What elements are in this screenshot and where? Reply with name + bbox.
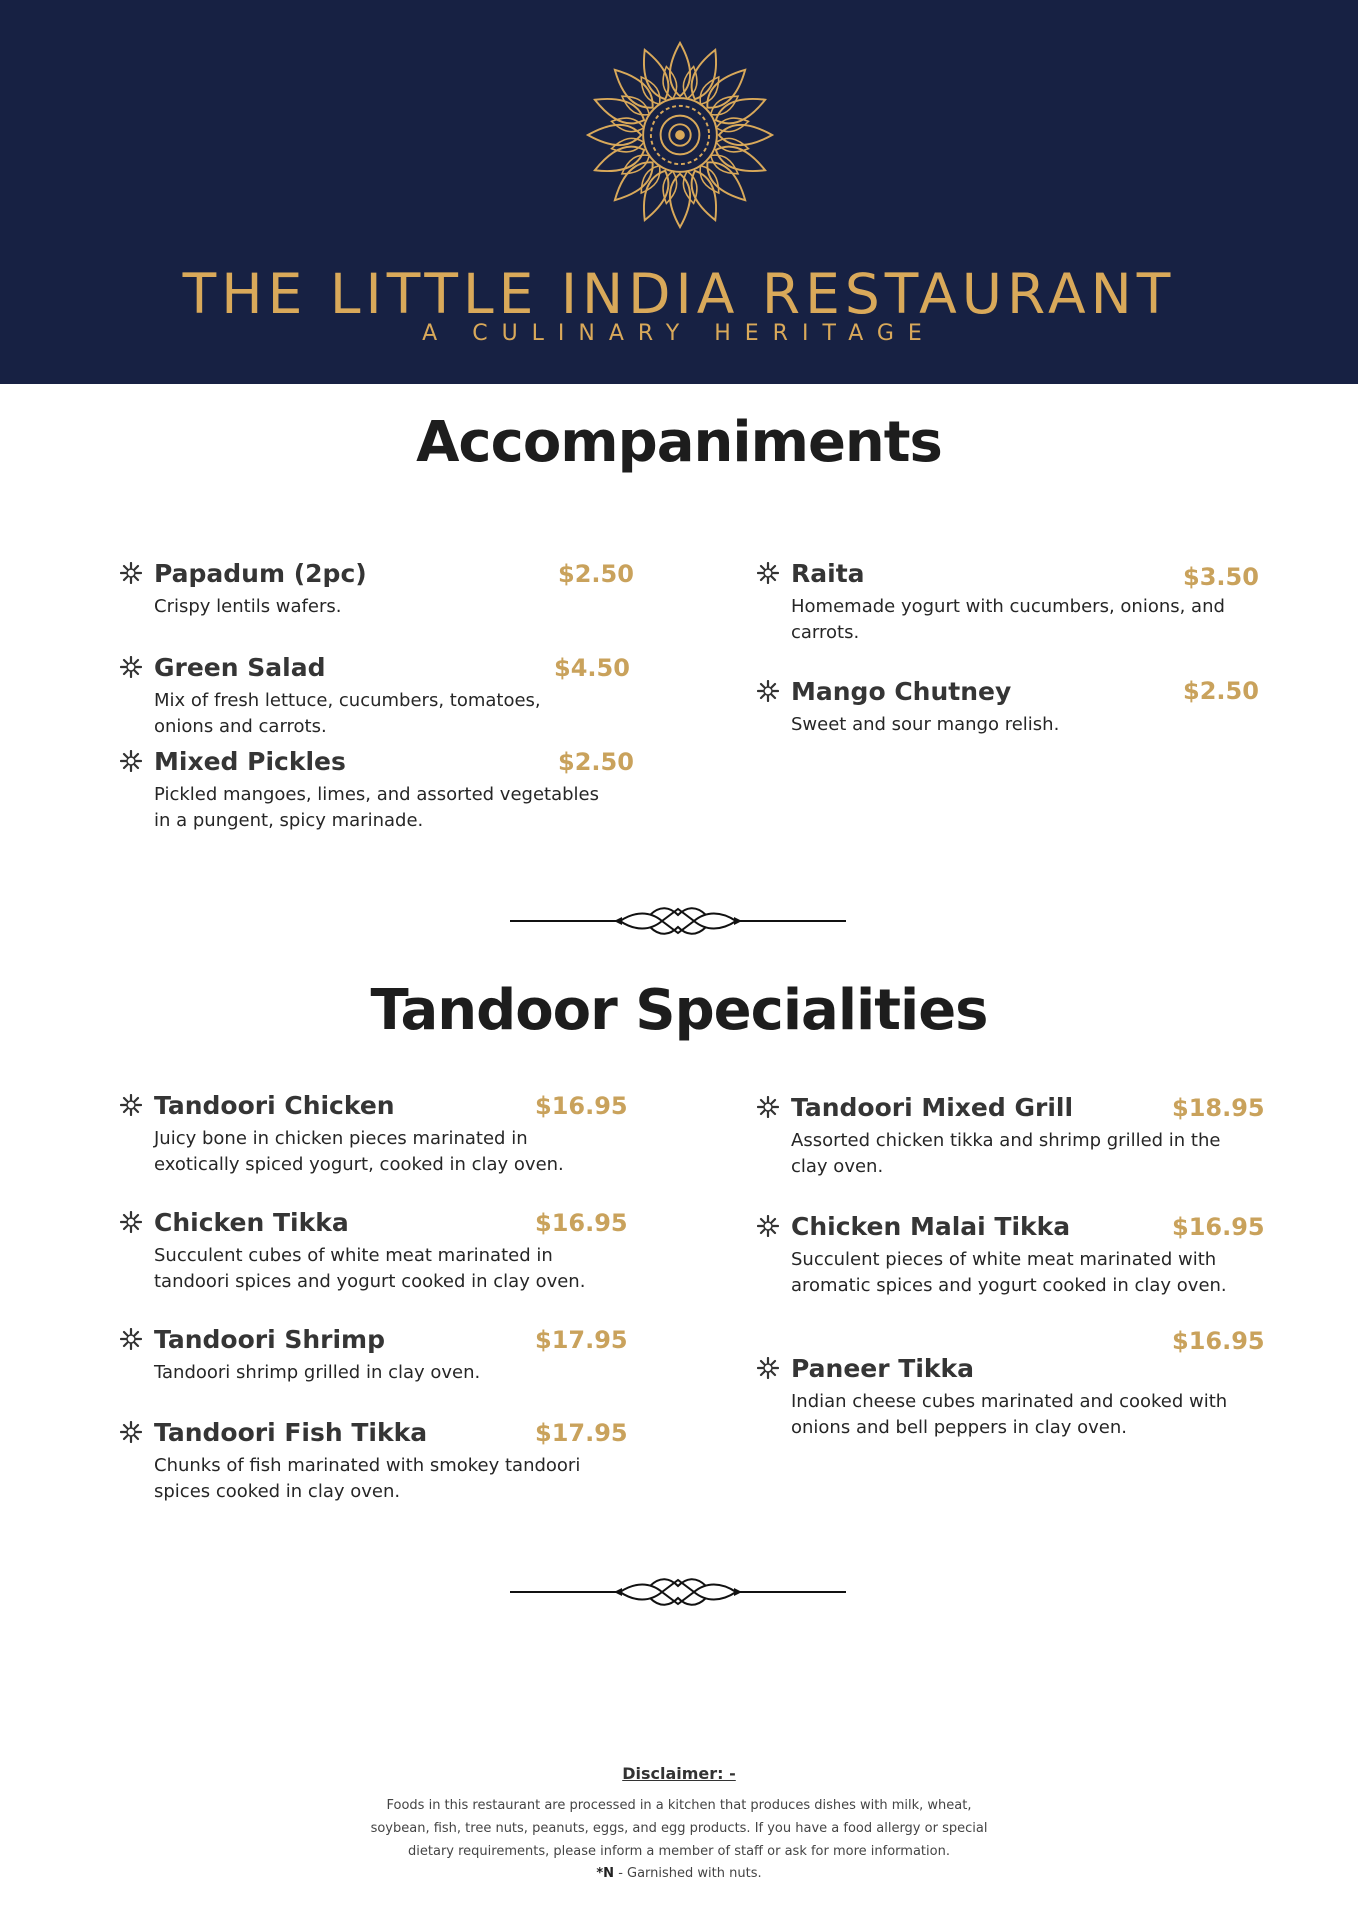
- nuts-note: [0, 1866, 1358, 1881]
- ornamental-divider: [510, 1574, 846, 1610]
- star-bullet-icon: [120, 1211, 142, 1233]
- nuts-text: - Garnished with nuts.: [614, 1866, 762, 1881]
- item-name: Mango Chutney: [791, 677, 1012, 706]
- item-name: Mixed Pickles: [154, 747, 346, 776]
- restaurant-tagline: A CULINARY HERITAGE: [422, 321, 936, 346]
- star-bullet-icon: [120, 1421, 142, 1443]
- section-title-tandoor: Tandoor Specialities: [370, 978, 988, 1043]
- item-description: Indian cheese cubes marinated and cooked with onions and bell peppers in clay oven.: [791, 1391, 1228, 1438]
- restaurant-name: THE LITTLE INDIA RESTAURANT: [182, 262, 1176, 326]
- item-description: Homemade yogurt with cucumbers, onions, and carrots.: [791, 596, 1225, 643]
- item-name: Paneer Tikka: [791, 1354, 975, 1383]
- item-description: Succulent pieces of white meat marinated with aromatic spices and yogurt cooked in clay oven.: [791, 1249, 1227, 1296]
- item-description: Pickled mangoes, limes, and assorted vegetables in a pungent, spicy marinade.: [154, 784, 599, 831]
- menu-header: [0, 0, 1358, 384]
- star-bullet-icon: [757, 680, 779, 702]
- item-description: Sweet and sour mango relish.: [791, 714, 1060, 735]
- disclaimer-text: Foods in this restaurant are processed in a kitchen that produces dishes with milk, wheat, soybean, fish, tree nuts, peanuts, eggs, and egg products. If you have a food allergy or special dietary requirements, please inform a member of staff or ask for more information.: [370, 1798, 988, 1859]
- item-name: Papadum (2pc): [154, 559, 367, 588]
- star-bullet-icon: [120, 562, 142, 584]
- item-name: Green Salad: [154, 653, 326, 682]
- item-description: Mix of fresh lettuce, cucumbers, tomatoes, onions and carrots.: [154, 690, 541, 737]
- mandala-logo-icon: [573, 38, 787, 232]
- item-name: Chicken Malai Tikka: [791, 1212, 1071, 1241]
- nuts-code: *N: [596, 1866, 615, 1881]
- star-bullet-icon: [757, 1096, 779, 1118]
- star-bullet-icon: [120, 750, 142, 772]
- item-price: $16.95: [535, 1209, 628, 1237]
- item-price: $18.95: [1172, 1094, 1265, 1122]
- ornamental-divider: [510, 903, 846, 939]
- item-price: $16.95: [1172, 1327, 1265, 1355]
- item-name: Tandoori Chicken: [154, 1091, 395, 1120]
- item-price: $16.95: [1172, 1213, 1265, 1241]
- star-bullet-icon: [757, 1357, 779, 1379]
- item-price: $2.50: [558, 560, 634, 588]
- item-description: Tandoori shrimp grilled in clay oven.: [154, 1362, 481, 1383]
- item-price: $4.50: [554, 654, 630, 682]
- item-price: $2.50: [1183, 677, 1259, 705]
- item-name: Raita: [791, 559, 865, 588]
- item-price: $3.50: [1183, 563, 1259, 591]
- disclaimer-title: Disclaimer: -: [622, 1764, 736, 1783]
- item-description: Juicy bone in chicken pieces marinated in exotically spiced yogurt, cooked in clay oven.: [154, 1128, 564, 1175]
- item-price: $2.50: [558, 748, 634, 776]
- item-description: Succulent cubes of white meat marinated in tandoori spices and yogurt cooked in clay oven.: [154, 1245, 586, 1292]
- star-bullet-icon: [120, 1094, 142, 1116]
- item-name: Tandoori Fish Tikka: [154, 1418, 428, 1447]
- section-title-accompaniments: Accompaniments: [416, 410, 942, 475]
- star-bullet-icon: [120, 656, 142, 678]
- item-description: Chunks of fish marinated with smokey tandoori spices cooked in clay oven.: [154, 1455, 581, 1502]
- item-price: $17.95: [535, 1419, 628, 1447]
- item-price: $17.95: [535, 1326, 628, 1354]
- item-name: Tandoori Mixed Grill: [791, 1093, 1074, 1122]
- item-description: Assorted chicken tikka and shrimp grilled in the clay oven.: [791, 1130, 1221, 1177]
- item-name: Chicken Tikka: [154, 1208, 349, 1237]
- star-bullet-icon: [120, 1328, 142, 1350]
- star-bullet-icon: [757, 562, 779, 584]
- star-bullet-icon: [757, 1215, 779, 1237]
- item-description: Crispy lentils wafers.: [154, 596, 342, 617]
- item-price: $16.95: [535, 1092, 628, 1120]
- item-name: Tandoori Shrimp: [154, 1325, 385, 1354]
